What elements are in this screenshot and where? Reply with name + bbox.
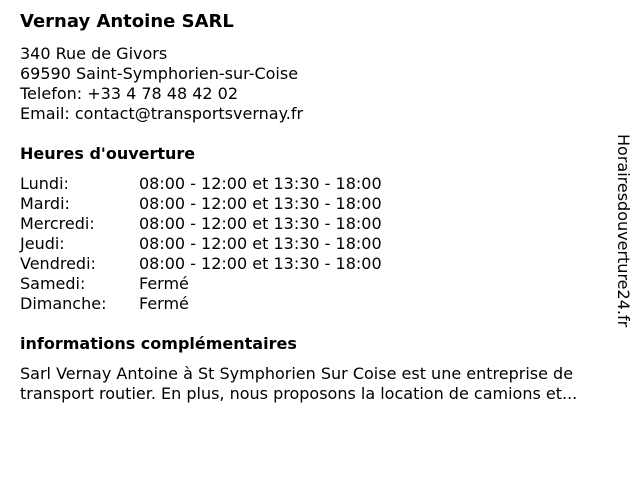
watermark-text: Horairesdouverture24.fr bbox=[614, 134, 633, 328]
day-label: Vendredi: bbox=[20, 254, 96, 273]
day-hours: 08:00 - 12:00 et 13:30 - 18:00 bbox=[139, 214, 382, 233]
day-label: Mercredi: bbox=[20, 214, 95, 233]
day-label: Dimanche: bbox=[20, 294, 107, 313]
description-line: Sarl Vernay Antoine à St Symphorien Sur Coise est une entreprise de bbox=[20, 364, 574, 383]
opening-hours-heading: Heures d'ouverture bbox=[20, 144, 196, 163]
description-line: transport routier. En plus, nous proposons la location de camions et... bbox=[20, 384, 578, 403]
day-label: Lundi: bbox=[20, 174, 69, 193]
day-hours: 08:00 - 12:00 et 13:30 - 18:00 bbox=[139, 254, 382, 273]
phone-number: Telefon: +33 4 78 48 42 02 bbox=[20, 84, 239, 103]
email-address: Email: contact@transportsvernay.fr bbox=[20, 104, 304, 123]
day-hours: Fermé bbox=[139, 294, 189, 313]
business-name: Vernay Antoine SARL bbox=[20, 11, 234, 32]
day-label: Jeudi: bbox=[20, 234, 65, 253]
day-hours: 08:00 - 12:00 et 13:30 - 18:00 bbox=[139, 174, 382, 193]
day-label: Samedi: bbox=[20, 274, 86, 293]
additional-info-heading: informations complémentaires bbox=[20, 334, 297, 353]
city-address: 69590 Saint-Symphorien-sur-Coise bbox=[20, 64, 299, 83]
business-description bbox=[20, 364, 630, 404]
site-watermark bbox=[611, 134, 635, 344]
street-address: 340 Rue de Givors bbox=[20, 44, 168, 63]
contact-block bbox=[20, 44, 303, 124]
day-hours: 08:00 - 12:00 et 13:30 - 18:00 bbox=[139, 194, 382, 213]
day-hours: Fermé bbox=[139, 274, 189, 293]
day-label: Mardi: bbox=[20, 194, 70, 213]
day-hours: 08:00 - 12:00 et 13:30 - 18:00 bbox=[139, 234, 382, 253]
